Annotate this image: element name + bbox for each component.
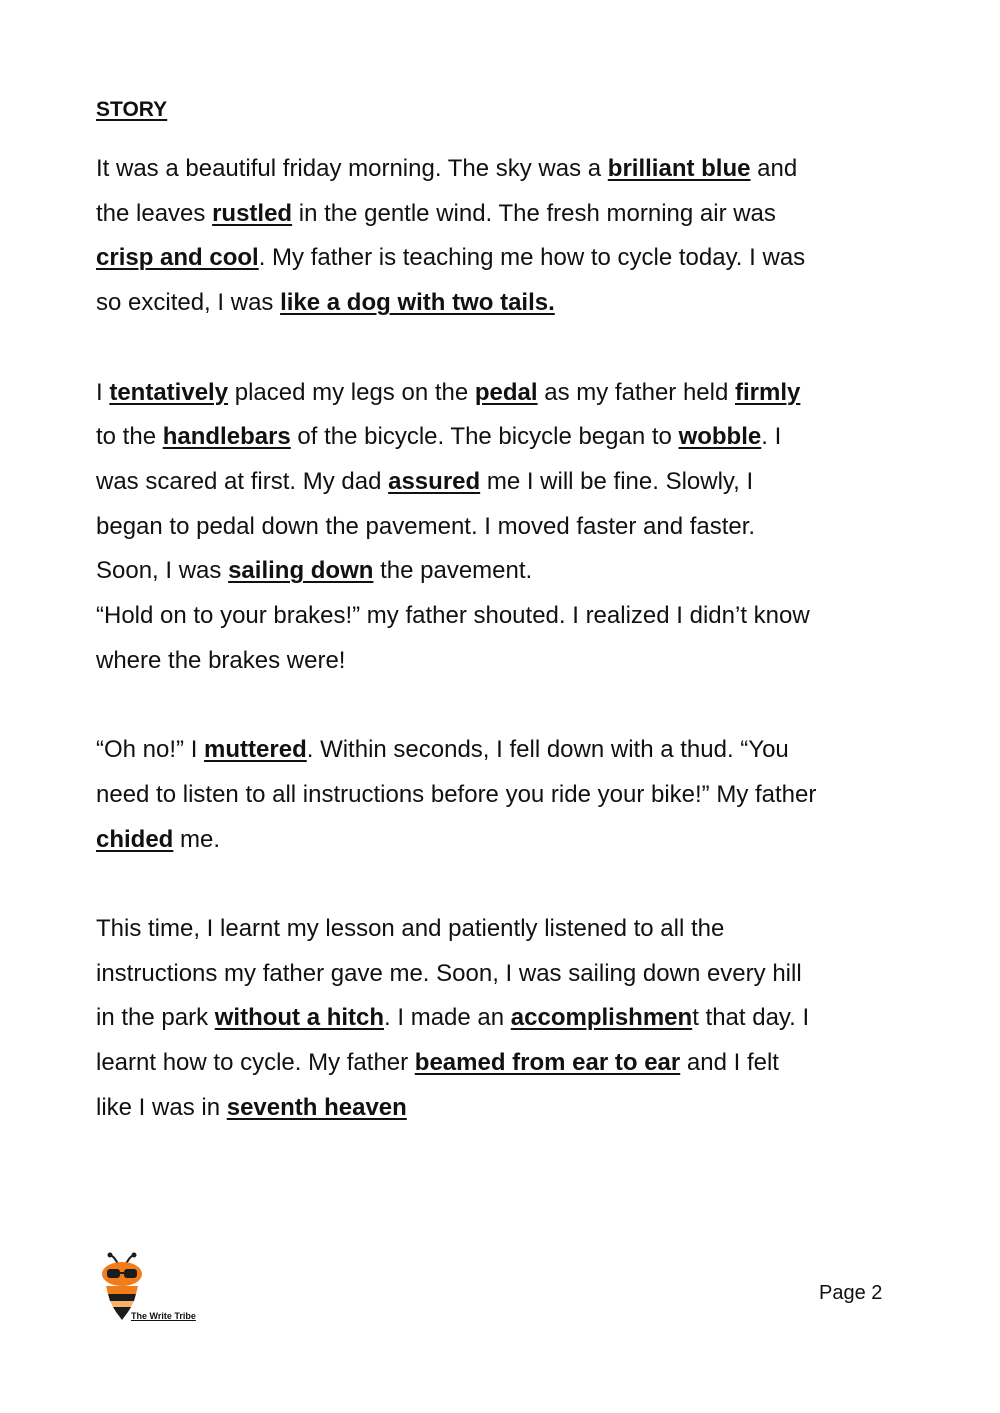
story-text: This time, I learnt my lesson and patiently listened to all the instructions my father gave me. Soon, I was sailing down every hill in the park xyxy=(96,914,802,1032)
story-text: of the bicycle. The bicycle began to xyxy=(290,423,679,451)
story-text: . I made an xyxy=(384,1004,511,1032)
story-text: . Within seconds, I fell down with a thud. “You need to listen to all instructions before you ride your bike!” My father xyxy=(96,736,817,808)
story-text: the pavement. “Hold on to your brakes!” my father shouted. I realized I didn’t know where the brakes were! xyxy=(96,557,810,674)
vocabulary-word: pedal xyxy=(474,378,538,406)
story-paragraph xyxy=(96,728,916,862)
story-paragraph xyxy=(96,147,916,326)
paragraph-gap xyxy=(96,326,916,371)
vocabulary-word: firmly xyxy=(735,378,801,406)
story-body xyxy=(96,147,916,1130)
story-text: in the gentle wind. The fresh morning air was xyxy=(298,199,776,227)
story-text: It was a beautiful friday morning. The sky was a xyxy=(96,155,608,182)
vocabulary-word: brilliant blue xyxy=(607,155,751,182)
vocabulary-word: wobble xyxy=(678,423,762,451)
page-number: Page 2 xyxy=(819,1282,883,1304)
story-paragraph xyxy=(96,907,916,1131)
vocabulary-word: like a dog with two tails. xyxy=(280,289,555,317)
story-text: to the xyxy=(96,423,157,451)
paragraph-gap xyxy=(96,683,916,728)
story-text: as my father held xyxy=(537,378,735,406)
vocabulary-word: beamed from ear to ear xyxy=(414,1049,681,1077)
story-text: “Oh no!” I xyxy=(96,736,205,764)
story-text: I xyxy=(96,378,110,406)
story-text: me. xyxy=(173,825,221,853)
story-text: . I was scared at first. My dad xyxy=(96,423,782,495)
story-text: placed my legs on the xyxy=(228,378,475,406)
story-text: me I will be fine. Slowly, I began to pedal down the pavement. I moved faster and faster. Soon, I was xyxy=(96,467,756,585)
vocabulary-word: crisp and cool xyxy=(96,244,259,272)
vocabulary-word: handlebars xyxy=(162,423,291,451)
paragraph-gap xyxy=(96,862,916,907)
vocabulary-word: accomplishmen xyxy=(510,1004,693,1032)
logo-text: The Write Tribe xyxy=(131,1311,196,1321)
vocabulary-word: tentatively xyxy=(109,378,229,406)
vocabulary-word: sailing down xyxy=(228,557,374,585)
vocabulary-word: without a hitch xyxy=(214,1004,385,1032)
story-paragraph xyxy=(96,371,916,684)
vocabulary-word: chided xyxy=(96,825,174,853)
page-heading: STORY xyxy=(96,98,168,121)
vocabulary-word: seventh heaven xyxy=(226,1093,407,1121)
vocabulary-word: muttered xyxy=(204,736,307,764)
story-text: and the leaves xyxy=(96,155,798,227)
vocabulary-word: rustled xyxy=(212,199,293,227)
story-text: and I felt like I was in xyxy=(96,1049,779,1121)
story-text: t that day. I learnt how to cycle. My father xyxy=(96,1004,810,1077)
story-text: . My father is teaching me how to cycle today. I was so excited, I was xyxy=(96,244,806,317)
vocabulary-word: assured xyxy=(388,467,481,495)
